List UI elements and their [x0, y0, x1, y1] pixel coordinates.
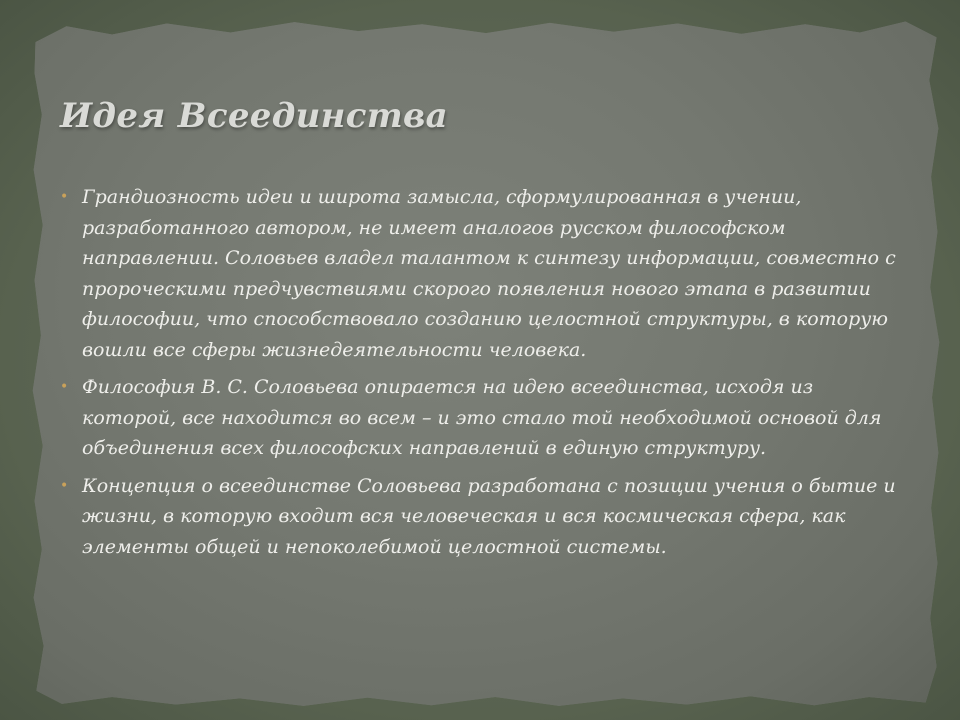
- bullet-dot-icon: •: [60, 189, 69, 205]
- bullet-text: Философия В. С. Соловьева опирается на идею всеединства, исходя из которой, все находится во всем – и это стало той необходимой основой для объединения всех философских направлений в единую структуру.: [82, 376, 882, 459]
- bullet-dot-icon: •: [60, 477, 69, 494]
- bullet-item: [58, 471, 900, 563]
- bullet-item: [58, 182, 900, 365]
- slide-title: Идея Всеединства: [60, 96, 448, 136]
- bullet-text: Грандиозность идеи и широта замысла, сформулированная в учении, разработанного автором, не имеет аналогов русском философском направлении. Соловьев владел талантом к синтезу информации, совместно с пророческими предчувствиями скорого появления нового этапа в развитии философии, что способствовало созданию целостной структуры, в которую вошли все сферы жизнедеятельности человека.: [82, 186, 896, 361]
- bullet-item: [58, 372, 900, 464]
- bullet-list: [58, 182, 900, 569]
- bullet-text: Концепция о всеединстве Соловьева разработана с позиции учения о бытие и жизни, в которую входит вся человеческая и вся космическая сфера, как элементы общей и непоколебимой целостной системы.: [82, 474, 896, 558]
- bullet-dot-icon: •: [60, 379, 69, 395]
